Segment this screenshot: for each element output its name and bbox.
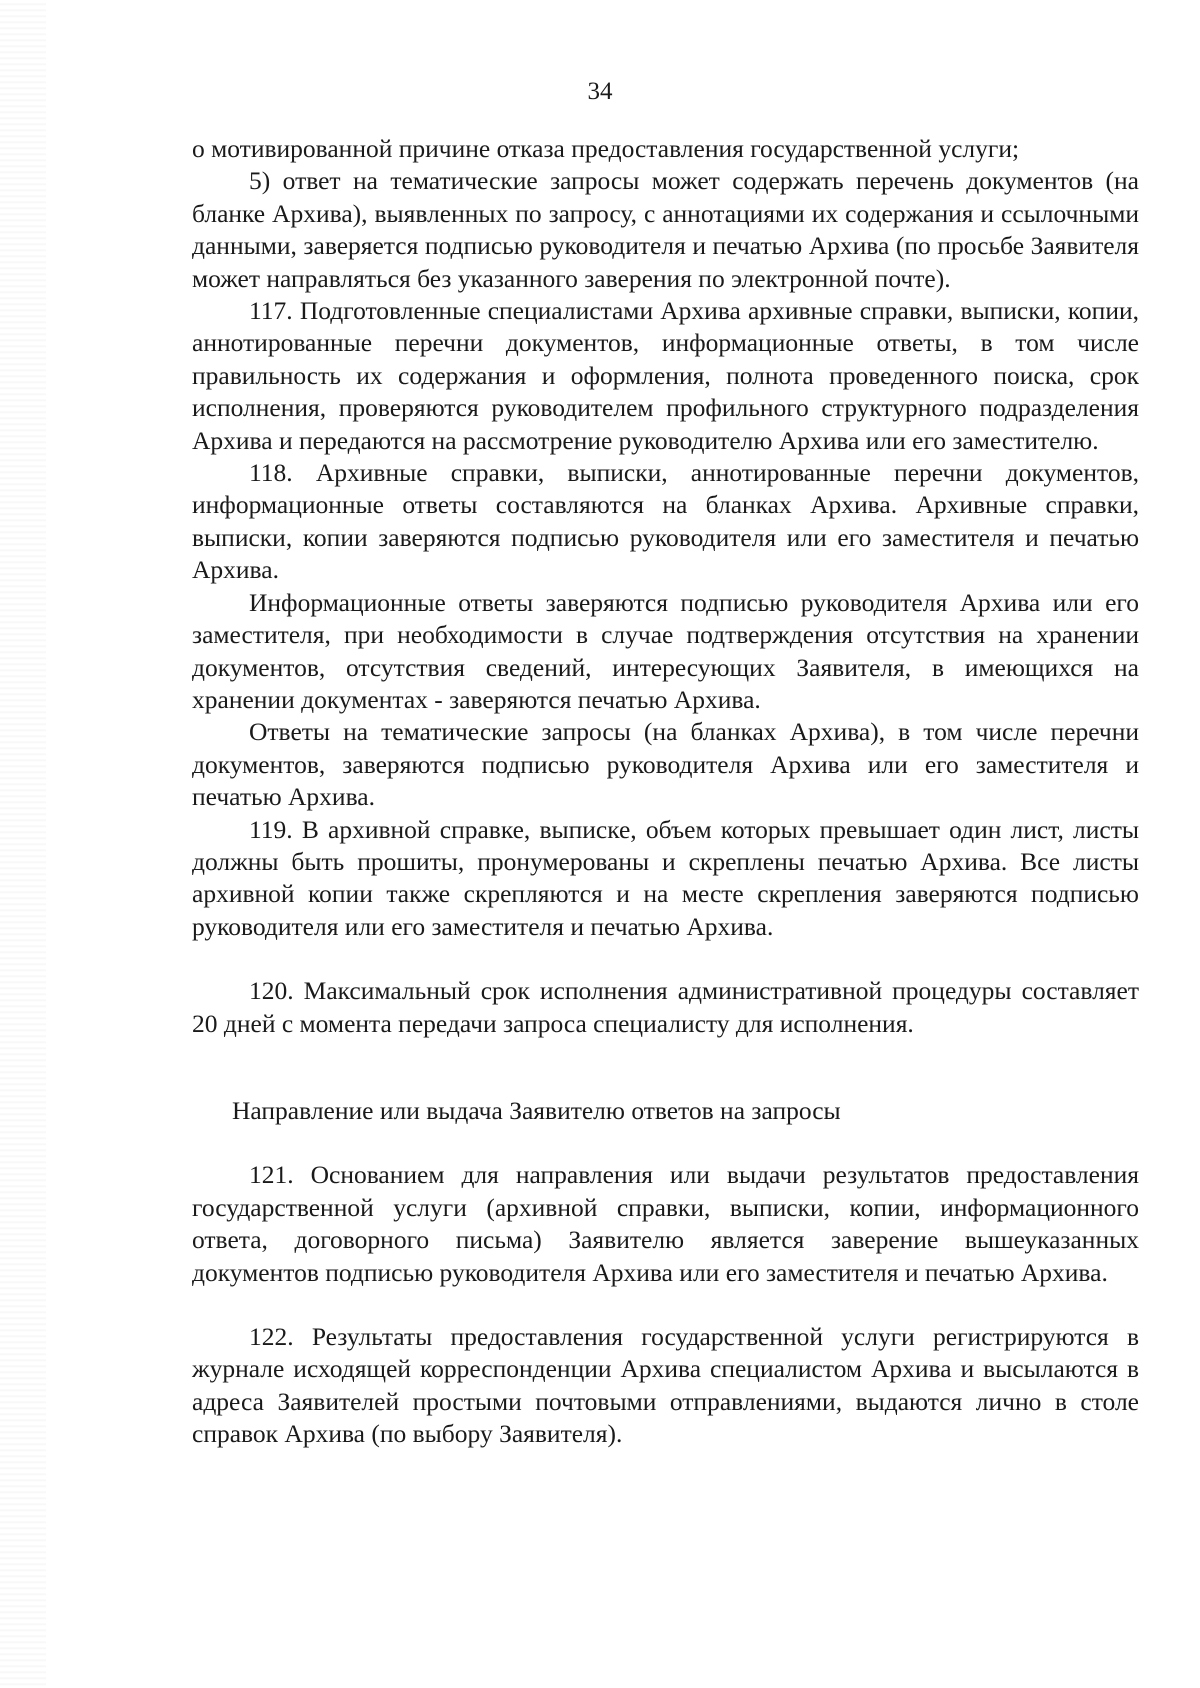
section-heading: Направление или выдача Заявителю ответов на запросы: [232, 1095, 841, 1125]
spacer: [192, 1040, 1139, 1095]
spacer: [192, 1127, 1139, 1159]
document-body: [192, 133, 1139, 1451]
paragraph-117: 117. Подготовленные специалистами Архива архивные справки, выписки, копии, аннотированные перечни документов, информационные ответы, в том числе правильность их содержания и оформления, полнота проведенного поиска, срок исполнения, проверяются руководителем профильного структурного подразделения Архива и передаются на рассмотрение руководителю Архива или его заместителю.: [192, 296, 1139, 455]
paragraph-118: 118. Архивные справки, выписки, аннотированные перечни документов, информационные ответы составляются на бланках Архива. Архивные справки, выписки, копии заверяются подписью руководителя или его заместителя и печатью Архива.: [192, 458, 1139, 585]
paragraph-120: 120. Максимальный срок исполнения административной процедуры составляет 20 дней с момента передачи запроса специалисту для исполнения.: [192, 976, 1139, 1038]
spacer: [192, 1289, 1139, 1321]
spacer: [192, 943, 1139, 975]
paragraph-item-5: 5) ответ на тематические запросы может содержать перечень документов (на бланке Архива), выявленных по запросу, с аннотациями их содержания и ссылочными данными, заверяется подписью руководителя и печатью Архива (по просьбе Заявителя может направляться без указанного заверения по электронной почте).: [192, 166, 1139, 293]
paragraph-119: 119. В архивной справке, выписке, объем которых превышает один лист, листы должны быть прошиты, пронумерованы и скреплены печатью Архива. Все листы архивной копии также скрепляются и на месте скрепления заверяются подписью руководителя или его заместителя и печатью Архива.: [192, 814, 1139, 941]
paragraph-continuation: о мотивированной причине отказа предоставления государственной услуги;: [192, 134, 1020, 163]
paragraph-information-responses: Информационные ответы заверяются подписью руководителя Архива или его заместителя, при необходимости в случае подтверждения отсутствия на хранении документов, отсутствия сведений, интересующих Заявителя, в имеющихся на хранении документах - заверяются печатью Архива.: [192, 587, 1139, 714]
page-number: 34: [587, 78, 613, 105]
paragraph-thematic-responses: Ответы на тематические запросы (на бланках Архива), в том числе перечни документов, заверяются подписью руководителя Архива или его заместителя и печатью Архива.: [192, 717, 1139, 812]
paragraph-122: 122. Результаты предоставления государственной услуги регистрируются в журнале исходящей корреспонденции Архива специалистом Архива и высылаются в адреса Заявителей простыми почтовыми отправлениями, выдаются лично в столе справок Архива (по выбору Заявителя).: [192, 1322, 1139, 1449]
paragraph-121: 121. Основанием для направления или выдачи результатов предоставления государственной услуги (архивной справки, выписки, копии, информационного ответа, договорного письма) Заявителю является заверение вышеуказанных документов подписью руководителя Архива или его заместителя и печатью Архива.: [192, 1160, 1139, 1287]
scan-edge-artifact: [0, 0, 46, 1688]
